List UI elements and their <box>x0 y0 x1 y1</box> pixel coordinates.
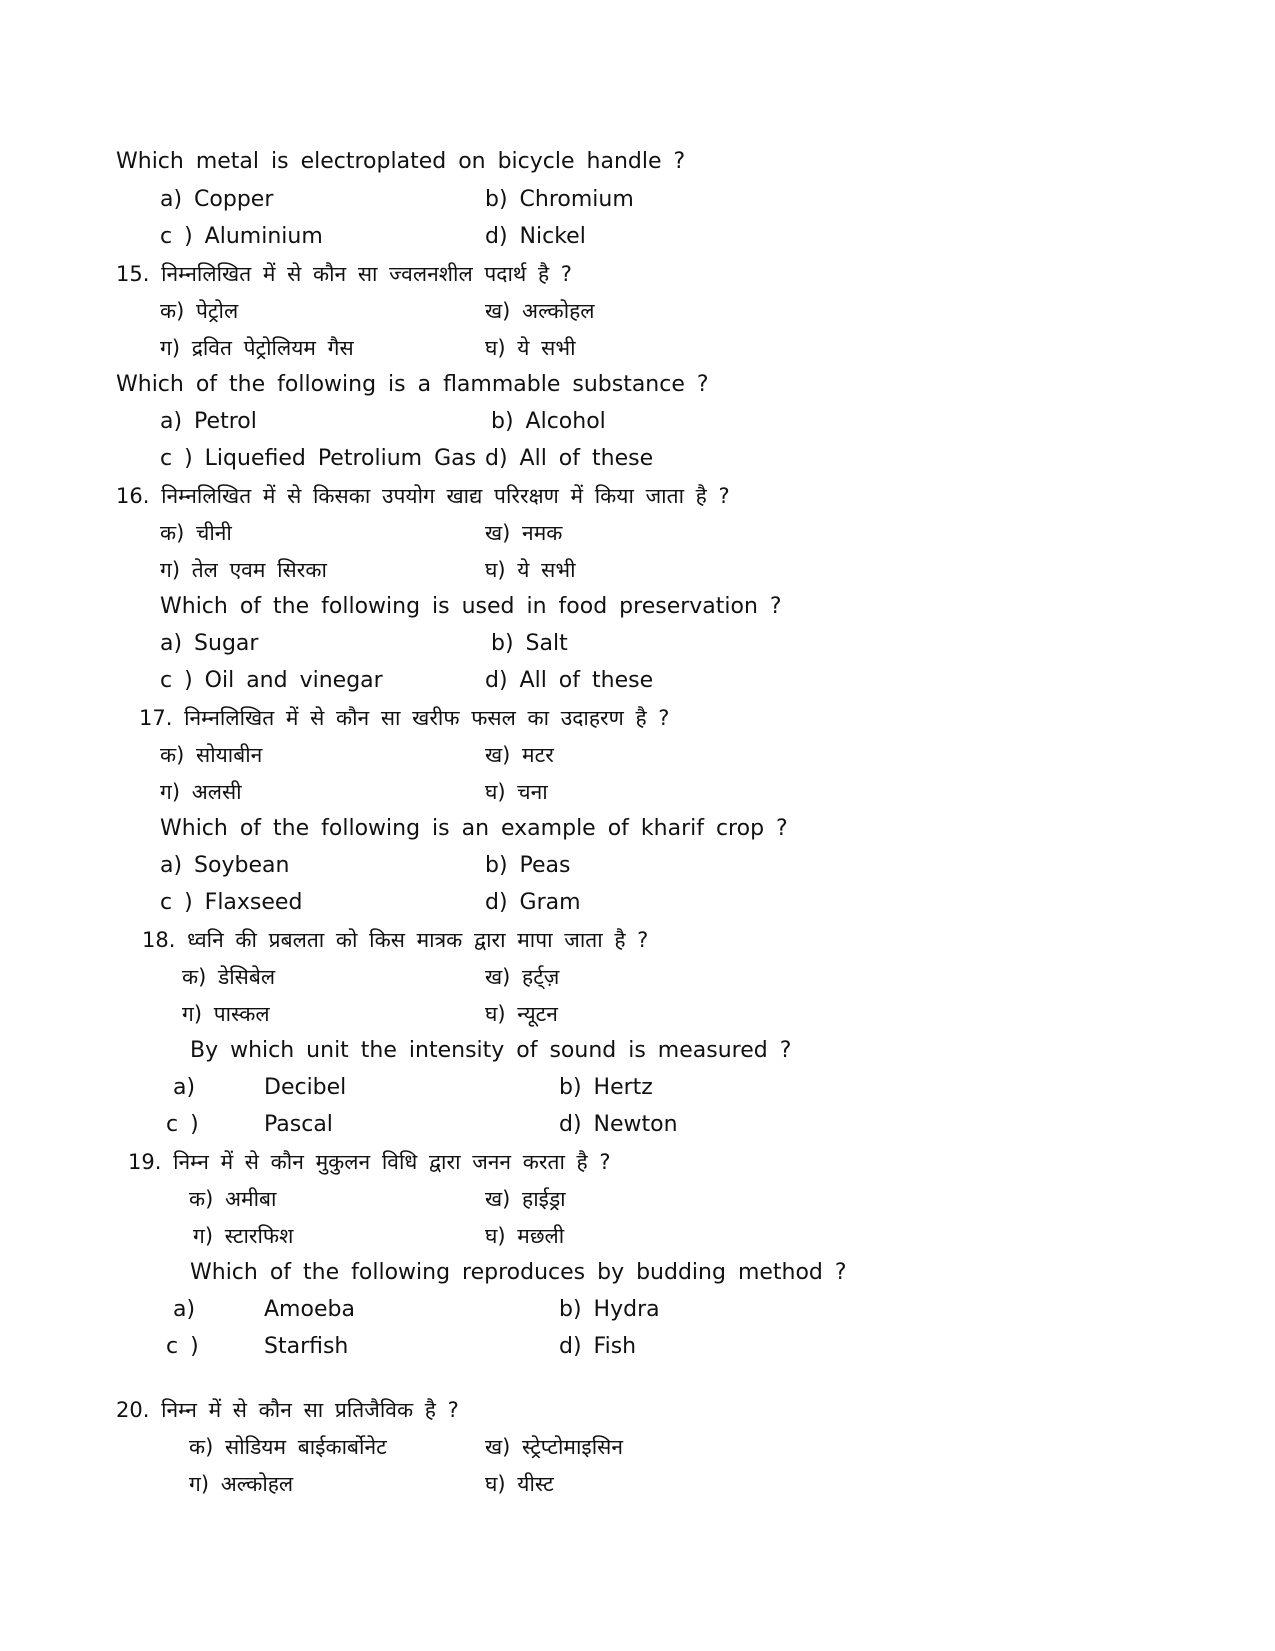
q14-option-a: a) Copper <box>160 187 274 212</box>
q17-option-c: c ) Flaxseed <box>160 890 303 915</box>
q19-option-a-label: a) <box>173 1297 196 1322</box>
q18-option-gha: घ) न्यूटन <box>485 1002 558 1026</box>
q15-option-a: a) Petrol <box>160 409 257 434</box>
q19-option-kha: ख) हाईड्रा <box>485 1187 566 1211</box>
q16-option-d: d) All of these <box>485 668 654 693</box>
q16-question-hi: 16. निम्नलिखित में से किसका उपयोग खाद्य परिरक्षण में किया जाता है ? <box>116 484 730 508</box>
q17-option-kha: ख) मटर <box>485 743 554 767</box>
q19-option-ga: ग) स्टारफिश <box>193 1224 294 1248</box>
q18-question-en: By which unit the intensity of sound is measured ? <box>190 1038 792 1063</box>
q15-option-kha: ख) अल्कोहल <box>485 299 595 323</box>
q19-option-gha: घ) मछली <box>485 1224 565 1248</box>
q16-option-a: a) Sugar <box>160 631 259 656</box>
q18-option-ka: क) डेसिबेल <box>182 965 276 989</box>
q19-option-d: d) Fish <box>559 1334 637 1359</box>
q15-option-ga: ग) द्रवित पेट्रोलियम गैस <box>160 336 354 360</box>
q18-question-hi: 18. ध्वनि की प्रबलता को किस मात्रक द्वारा मापा जाता है ? <box>142 928 649 952</box>
q16-option-kha: ख) नमक <box>485 521 563 545</box>
q16-option-c: c ) Oil and vinegar <box>160 668 383 693</box>
q19-question-en: Which of the following reproduces by budding method ? <box>190 1260 847 1285</box>
q17-option-ka: क) सोयाबीन <box>160 743 263 767</box>
q14-question-en: Which metal is electroplated on bicycle handle ? <box>116 149 686 174</box>
q16-option-gha: घ) ये सभी <box>485 558 576 582</box>
q18-option-c-label: c ) <box>166 1112 199 1137</box>
q17-option-gha: घ) चना <box>485 780 548 804</box>
q20-option-kha: ख) स्ट्रेप्टोमाइसिन <box>485 1435 623 1459</box>
q16-question-en: Which of the following is used in food preservation ? <box>160 594 782 619</box>
q20-option-gha: घ) यीस्ट <box>485 1472 554 1496</box>
q20-option-ka: क) सोडियम बाईकार्बोनेट <box>189 1435 387 1459</box>
q14-option-b: b) Chromium <box>485 187 634 212</box>
q17-option-d: d) Gram <box>485 890 581 915</box>
q18-option-kha: ख) हर्ट्ज़ <box>485 965 560 989</box>
q15-question-hi: 15. निम्नलिखित में से कौन सा ज्वलनशील पदार्थ है ? <box>116 262 572 286</box>
q18-option-b: b) Hertz <box>559 1075 653 1100</box>
q17-option-a: a) Soybean <box>160 853 290 878</box>
q14-option-d: d) Nickel <box>485 224 586 249</box>
q18-option-a-label: a) <box>173 1075 196 1100</box>
q20-option-ga: ग) अल्कोहल <box>189 1472 294 1496</box>
q15-option-b: b) Alcohol <box>491 409 606 434</box>
q15-question-en: Which of the following is a flammable substance ? <box>116 372 709 397</box>
q14-option-c: c ) Aluminium <box>160 224 323 249</box>
q17-question-en: Which of the following is an example of kharif crop ? <box>160 816 788 841</box>
q15-option-gha: घ) ये सभी <box>485 336 576 360</box>
q17-option-b: b) Peas <box>485 853 571 878</box>
q16-option-ga: ग) तेल एवम सिरका <box>160 558 327 582</box>
q18-option-c-text: Pascal <box>264 1112 333 1137</box>
q19-option-b: b) Hydra <box>559 1297 660 1322</box>
q15-option-c: c ) Liquefied Petrolium Gas <box>160 446 477 471</box>
q19-option-c-label: c ) <box>166 1334 199 1359</box>
q19-question-hi: 19. निम्न में से कौन मुकुलन विधि द्वारा जनन करता है ? <box>128 1150 611 1174</box>
q19-option-ka: क) अमीबा <box>189 1187 277 1211</box>
q17-question-hi: 17. निम्नलिखित में से कौन सा खरीफ फसल का उदाहरण है ? <box>139 706 670 730</box>
q18-option-ga: ग) पास्कल <box>182 1002 270 1026</box>
q19-option-a-text: Amoeba <box>264 1297 355 1322</box>
q15-option-ka: क) पेट्रोल <box>160 299 239 323</box>
q18-option-d: d) Newton <box>559 1112 678 1137</box>
q18-option-a-text: Decibel <box>264 1075 347 1100</box>
q16-option-ka: क) चीनी <box>160 521 232 545</box>
q19-option-c-text: Starfish <box>264 1334 349 1359</box>
q15-option-d: d) All of these <box>485 446 654 471</box>
q17-option-ga: ग) अलसी <box>160 780 242 804</box>
q20-question-hi: 20. निम्न में से कौन सा प्रतिजैविक है ? <box>116 1398 459 1422</box>
q16-option-b: b) Salt <box>491 631 568 656</box>
